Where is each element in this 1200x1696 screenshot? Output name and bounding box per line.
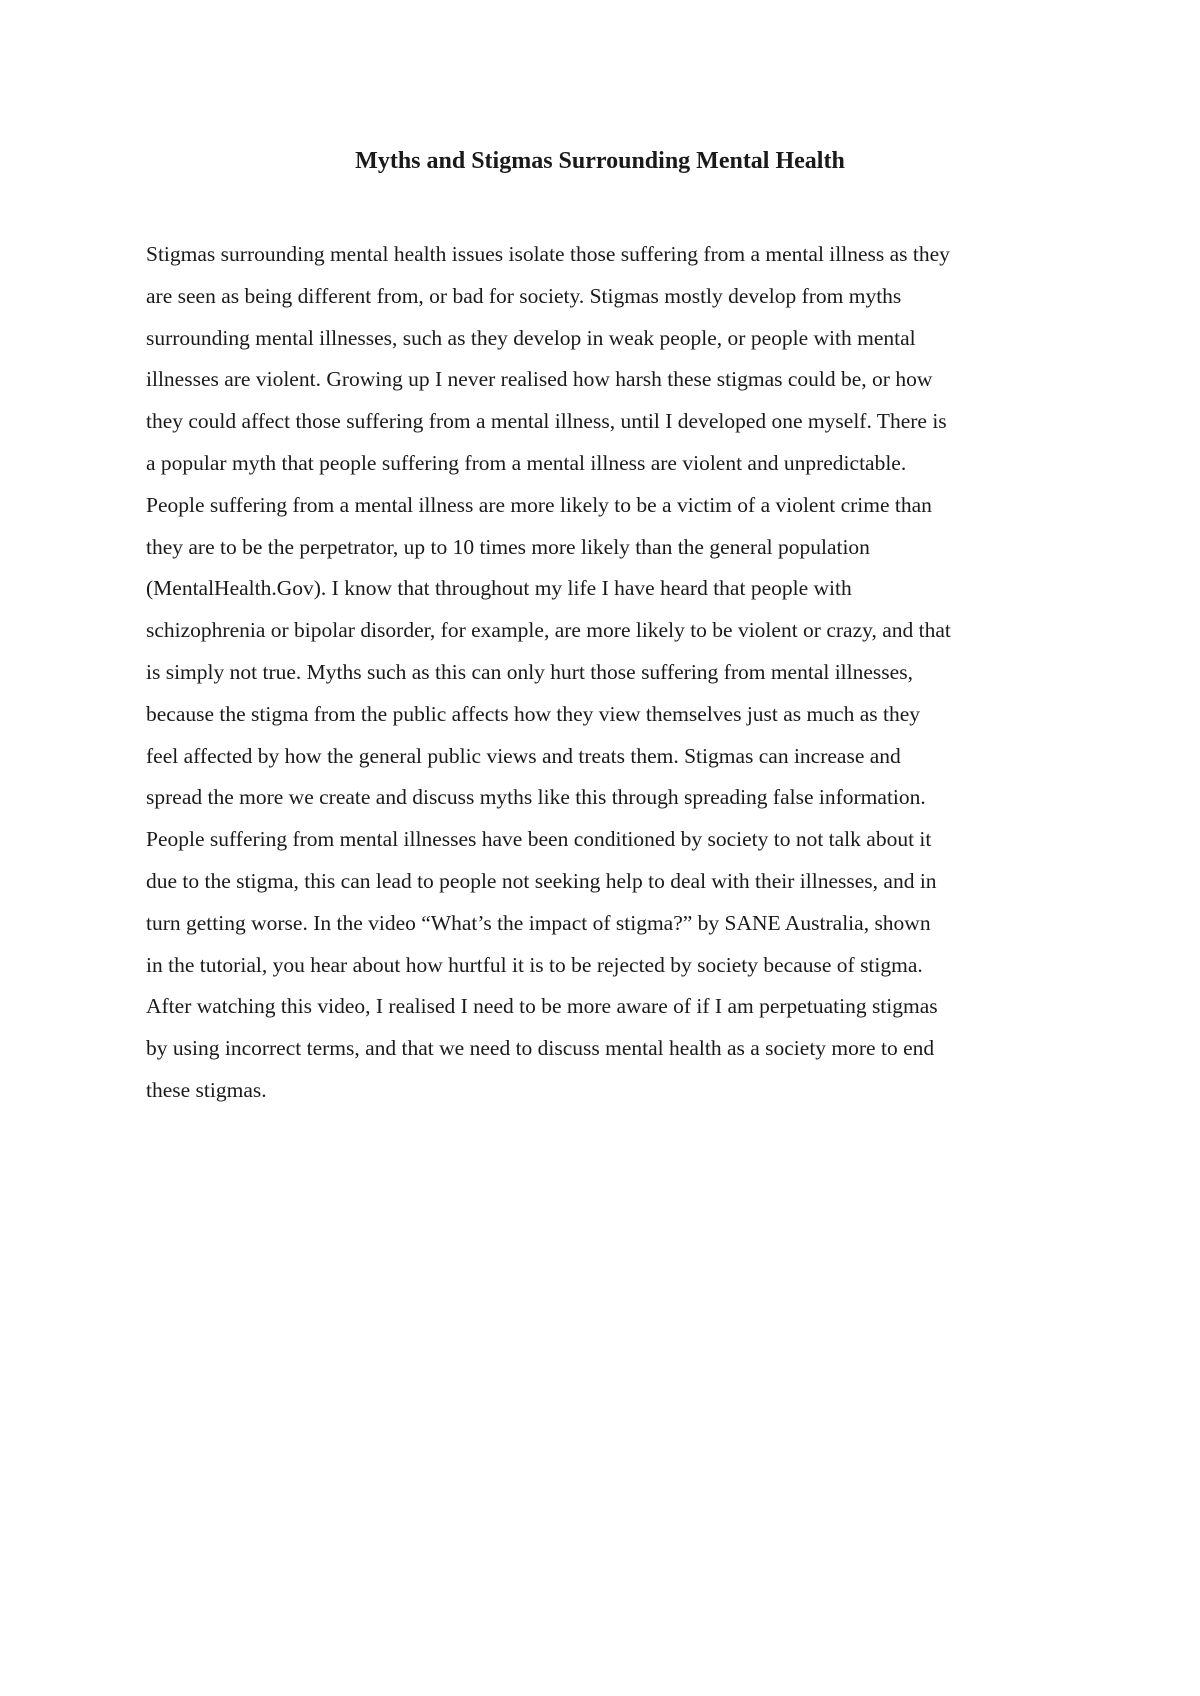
document-body bbox=[146, 234, 1106, 1112]
body-line: People suffering from a mental illness are more likely to be a victim of a violent crime than bbox=[146, 492, 932, 517]
body-line: (MentalHealth.Gov). I know that throughout my life I have heard that people with bbox=[146, 576, 852, 601]
body-line: After watching this video, I realised I need to be more aware of if I am perpetuating stigmas bbox=[146, 994, 938, 1019]
body-line: due to the stigma, this can lead to people not seeking help to deal with their illnesses, and in bbox=[146, 868, 937, 893]
body-line: by using incorrect terms, and that we need to discuss mental health as a society more to end bbox=[146, 1036, 935, 1061]
body-line: turn getting worse. In the video “What’s the impact of stigma?” by SANE Australia, shown bbox=[146, 910, 931, 935]
body-line: are seen as being different from, or bad for society. Stigmas mostly develop from myths bbox=[146, 283, 902, 308]
body-line: these stigmas. bbox=[146, 1077, 267, 1102]
body-line: spread the more we create and discuss myths like this through spreading false information. bbox=[146, 785, 926, 810]
body-line: they could affect those suffering from a mental illness, until I developed one myself. There is bbox=[146, 409, 947, 434]
body-line: illnesses are violent. Growing up I never realised how harsh these stigmas could be, or how bbox=[146, 367, 933, 392]
body-line: schizophrenia or bipolar disorder, for example, are more likely to be violent or crazy, and that bbox=[146, 618, 951, 643]
body-line: feel affected by how the general public views and treats them. Stigmas can increase and bbox=[146, 743, 901, 768]
body-line: People suffering from mental illnesses have been conditioned by society to not talk about it bbox=[146, 827, 932, 852]
body-line: a popular myth that people suffering from a mental illness are violent and unpredictable. bbox=[146, 450, 907, 475]
body-line: surrounding mental illnesses, such as they develop in weak people, or people with mental bbox=[146, 325, 916, 350]
body-line: Stigmas surrounding mental health issues isolate those suffering from a mental illness as they bbox=[146, 242, 950, 266]
body-line: because the stigma from the public affects how they view themselves just as much as they bbox=[146, 701, 920, 726]
body-line: they are to be the perpetrator, up to 10 times more likely than the general population bbox=[146, 534, 870, 559]
body-line: is simply not true. Myths such as this can only hurt those suffering from mental illnesses, bbox=[146, 659, 913, 684]
document-title: Myths and Stigmas Surrounding Mental Health bbox=[355, 148, 845, 174]
body-line: in the tutorial, you hear about how hurtful it is to be rejected by society because of stigma. bbox=[146, 952, 923, 977]
